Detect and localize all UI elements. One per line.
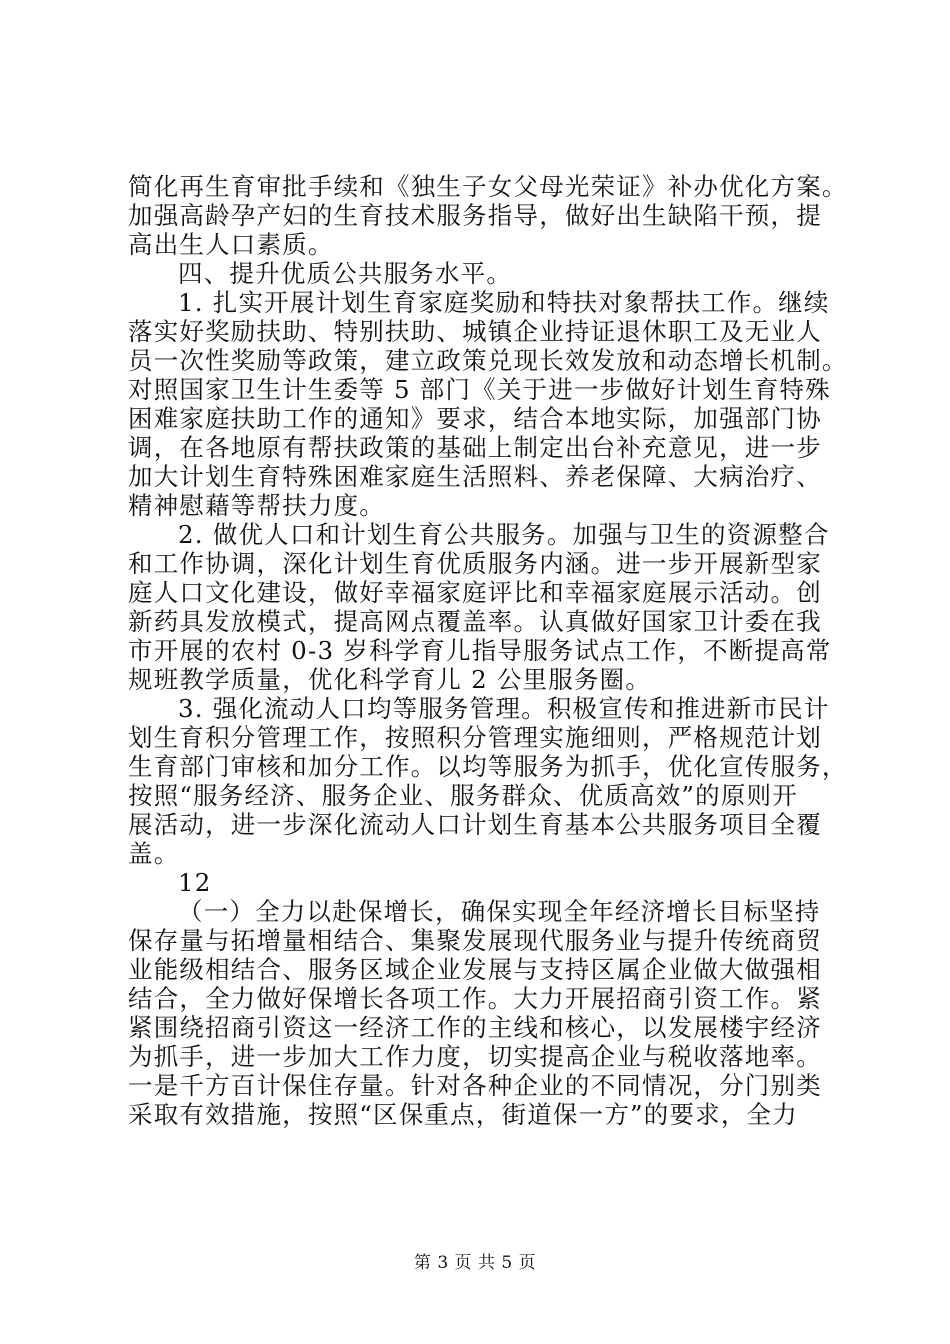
text-line: 紧围绕招商引资这一经济工作的主线和核心，以发展楼宇经济 [128, 1013, 822, 1042]
text-line: 为抓手，进一步加大工作力度，切实提高企业与税收落地率。 [128, 1042, 822, 1071]
text-line: 2. 做优人口和计划生育公共服务。加强与卫生的资源整合 [178, 520, 830, 549]
text-line: （一）全力以赴保增长，确保实现全年经济增长目标坚持 [178, 897, 821, 926]
text-line: 采取有效措施，按照“区保重点，街道保一方”的要求，全力 [128, 1100, 798, 1129]
text-line: 员一次性奖励等政策，建立政策兑现长效发放和动态增长机制。 [128, 346, 848, 375]
text-line: 高出生人口素质。 [128, 230, 334, 259]
text-line: 划生育积分管理工作，按照积分管理实施细则，严格规范计划 [128, 723, 822, 752]
text-line: 规班教学质量，优化科学育儿 2 公里服务圈。 [128, 665, 652, 694]
document-body [128, 172, 848, 1129]
text-line: 市开展的农村 0-3 岁科学育儿指导服务试点工作，不断提高常 [128, 636, 832, 665]
text-line: 加强高龄孕产妇的生育技术服务指导，做好出生缺陷干预，提 [128, 201, 822, 230]
text-line: 四、提升优质公共服务水平。 [178, 259, 513, 288]
text-line: 调，在各地原有帮扶政策的基础上制定出台补充意见，进一步 [128, 433, 822, 462]
text-line: 盖。 [128, 839, 180, 868]
text-line: 3. 强化流动人口均等服务管理。积极宣传和推进新市民计 [178, 694, 830, 723]
text-line: 精神慰藉等帮扶力度。 [128, 491, 385, 520]
text-line: 1. 扎实开展计划生育家庭奖励和特扶对象帮扶工作。继续 [178, 288, 830, 317]
text-line: 生育部门审核和加分工作。以均等服务为抓手，优化宣传服务， [128, 752, 848, 781]
text-line: 保存量与拓增量相结合、集聚发展现代服务业与提升传统商贸 [128, 926, 822, 955]
text-line: 一是千方百计保住存量。针对各种企业的不同情况，分门别类 [128, 1071, 822, 1100]
text-line: 结合，全力做好保增长各项工作。大力开展招商引资工作。紧 [128, 984, 822, 1013]
text-line: 简化再生育审批手续和《独生子女父母光荣证》补办优化方案。 [128, 172, 848, 201]
page-footer: 第 3 页 共 5 页 [413, 1253, 537, 1273]
text-line: 加大计划生育特殊困难家庭生活照料、养老保障、大病治疗、 [128, 462, 822, 491]
text-line: 落实好奖励扶助、特别扶助、城镇企业持证退休职工及无业人 [128, 317, 822, 346]
text-line: 困难家庭扶助工作的通知》要求，结合本地实际，加强部门协 [128, 404, 822, 433]
text-line: 和工作协调，深化计划生育优质服务内涵。进一步开展新型家 [128, 549, 822, 578]
text-line: 12 [178, 868, 212, 897]
text-line: 业能级相结合、服务区域企业发展与支持区属企业做大做强相 [128, 955, 822, 984]
text-line: 新药具发放模式，提高网点覆盖率。认真做好国家卫计委在我 [128, 607, 822, 636]
text-line: 按照“服务经济、服务企业、服务群众、优质高效”的原则开 [128, 781, 798, 810]
text-line: 对照国家卫生计生委等 5 部门《关于进一步做好计划生育特殊 [128, 375, 831, 404]
text-line: 庭人口文化建设，做好幸福家庭评比和幸福家庭展示活动。创 [128, 578, 822, 607]
text-line: 展活动，进一步深化流动人口计划生育基本公共服务项目全覆 [128, 810, 822, 839]
